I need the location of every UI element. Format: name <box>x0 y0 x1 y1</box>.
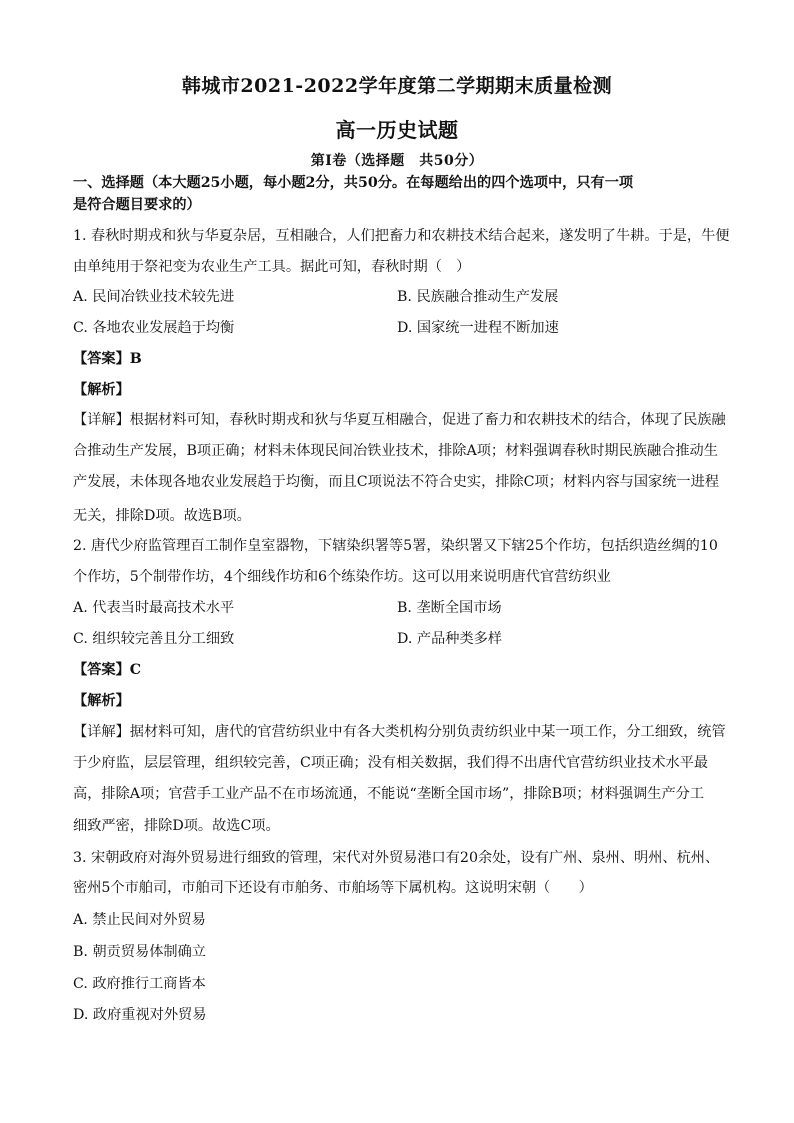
q2-detail-line2: 于少府监，层层管理，组织较完善，C项正确；没有相关数据，我们得不出唐代官营纺织业技术水平最 <box>73 755 709 771</box>
q1-stem-line1: 1. 春秋时期戎和狄与华夏杂居，互相融合，人们把畜力和农耕技术结合起来，遂发明了牛耕。于是，牛便 <box>73 228 730 244</box>
q1-detail-line3: 产发展，未体现各地农业发展趋于均衡，而且C项说法不符合史实，排除C项；材料内容与国家统一进程 <box>73 474 719 490</box>
q1-option-d: D. 国家统一进程不断加速 <box>397 320 559 336</box>
q1-analysis-label: 【解析】 <box>73 382 130 398</box>
q2-detail-line4: 细致严密，排除D项。故选C项。 <box>73 818 280 834</box>
q1-option-b: B. 民族融合推动生产发展 <box>397 289 559 305</box>
part-heading: 第Ⅰ卷（选择题 共50分） <box>310 153 484 169</box>
q2-detail-line3: 高，排除A项；官营手工业产品不在市场流通，不能说“垄断全国市场”，排除B项；材料强调生产分工 <box>73 786 705 802</box>
q1-answer: 【答案】B <box>73 351 142 367</box>
q2-stem-line1: 2. 唐代少府监管理百工制作皇室器物，下辖染织署等5署，染织署又下辖25个作坊，包括织造丝绸的10 <box>73 538 718 554</box>
q3-option-c: C. 政府推行工商皆本 <box>73 976 206 992</box>
q2-analysis-label: 【解析】 <box>73 693 130 709</box>
q1-detail-line2: 合推动生产发展，B项正确；材料未体现民间冶铁业技术，排除A项；材料强调春秋时期民族融合推动生 <box>73 443 718 459</box>
q2-option-c: C. 组织较完善且分工细致 <box>73 631 235 647</box>
q2-detail-line1: 【详解】据材料可知，唐代的官营纺织业中有各大类机构分别负责纺织业中某一项工作，分工细致，统管 <box>73 724 726 740</box>
section-instructions-line1: 一、选择题（本大题25小题，每小题2分，共50分。在每题给出的四个选项中，只有一项 <box>73 175 634 191</box>
section-instructions-line2: 是符合题目要求的） <box>73 197 201 213</box>
q2-option-d: D. 产品种类多样 <box>397 631 503 647</box>
q1-option-c: C. 各地农业发展趋于均衡 <box>73 320 235 336</box>
q1-detail-line1: 【详解】根据材料可知，春秋时期戎和狄与华夏互相融合，促进了畜力和农耕技术的结合，体现了民族融 <box>73 412 726 428</box>
q1-detail-line4: 无关，排除D项。故选B项。 <box>73 508 251 524</box>
q3-option-a: A. 禁止民间对外贸易 <box>73 912 206 928</box>
q2-option-b: B. 垄断全国市场 <box>397 600 502 616</box>
q3-stem-line1: 3. 宋朝政府对海外贸易进行细致的管理，宋代对外贸易港口有20余处，设有广州、泉州、明州、杭州、 <box>73 850 720 866</box>
exam-title: 韩城市2021-2022学年度第二学期期末质量检测 <box>181 75 613 97</box>
q3-stem-line2: 密州5个市舶司，市舶司下还设有市舶务、市舶场等下属机构。这说明宋朝（ ） <box>73 880 593 896</box>
q2-answer: 【答案】C <box>73 662 142 678</box>
q2-stem-line2: 个作坊，5个制带作坊，4个细线作坊和6个练染作坊。这可以用来说明唐代官营纺织业 <box>73 569 611 585</box>
exam-subtitle: 高一历史试题 <box>335 118 459 142</box>
q3-option-d: D. 政府重视对外贸易 <box>73 1007 207 1023</box>
q1-option-a: A. 民间冶铁业技术较先进 <box>73 289 235 305</box>
q2-option-a: A. 代表当时最高技术水平 <box>73 600 235 616</box>
q3-option-b: B. 朝贡贸易体制确立 <box>73 944 206 960</box>
q1-stem-line2: 由单纯用于祭祀变为农业生产工具。据此可知，春秋时期（ ） <box>73 259 471 275</box>
